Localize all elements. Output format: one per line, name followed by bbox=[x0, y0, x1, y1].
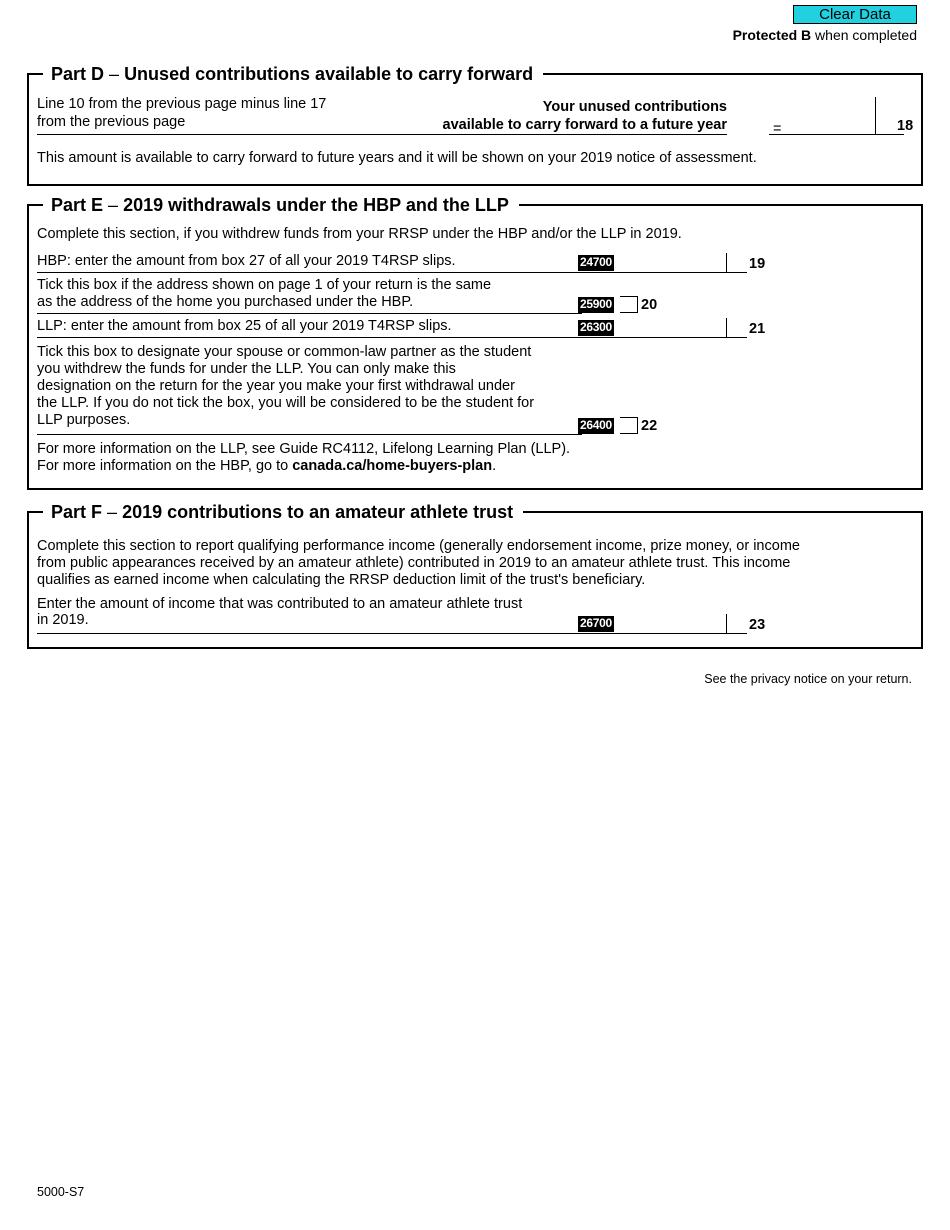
part-d-note: This amount is available to carry forward to future years and it will be shown on your 2019 notice of assessment. bbox=[37, 150, 757, 166]
hbp-underline bbox=[37, 272, 747, 273]
protected-b-label: Protected B when completed bbox=[732, 27, 917, 43]
line-18-field-divider bbox=[875, 97, 876, 135]
part-f-desc-2: from public appearances received by an amateur athlete) contributed in 2019 to an amateur athlete trust. This income bbox=[37, 555, 791, 571]
part-d-line10-text-2: from the previous page bbox=[37, 114, 186, 130]
tick-address-underline bbox=[37, 313, 582, 314]
line-21-number: 21 bbox=[749, 321, 766, 337]
part-f-section bbox=[27, 502, 923, 649]
part-f-enter-1: Enter the amount of income that was contributed to an amateur athlete trust bbox=[37, 596, 523, 612]
part-d-title: Part D – Unused contributions available to carry forward bbox=[43, 63, 543, 85]
line-19-input[interactable] bbox=[621, 254, 725, 271]
tick-address-text-1: Tick this box if the address shown on page 1 of your return is the same bbox=[37, 277, 492, 293]
part-d-label-1: Your unused contributions bbox=[542, 99, 727, 115]
spouse-underline bbox=[37, 434, 582, 435]
line-20-checkbox[interactable] bbox=[620, 296, 638, 313]
line-23-input[interactable] bbox=[621, 615, 725, 632]
line-23-field-divider bbox=[726, 614, 727, 633]
hbp-link[interactable]: canada.ca/home-buyers-plan bbox=[292, 458, 493, 474]
privacy-notice: See the privacy notice on your return. bbox=[704, 672, 912, 686]
code-24700: 24700 bbox=[580, 255, 612, 269]
code-26300: 26300 bbox=[580, 320, 612, 334]
part-f-desc-1: Complete this section to report qualifying performance income (generally endorsement income, prize money, or income bbox=[37, 538, 800, 554]
spouse-text-1: Tick this box to designate your spouse or common-law partner as the student bbox=[37, 344, 532, 360]
line-19-field-divider bbox=[726, 253, 727, 272]
line-22-checkbox[interactable] bbox=[620, 417, 638, 434]
code-26400: 26400 bbox=[580, 418, 612, 432]
code-26700: 26700 bbox=[580, 616, 612, 630]
spouse-text-5: LLP purposes. bbox=[37, 412, 131, 428]
tick-address-text-2: as the address of the home you purchased under the HBP. bbox=[37, 294, 414, 310]
hbp-label: HBP: enter the amount from box 27 of all your 2019 T4RSP slips. bbox=[37, 253, 456, 269]
line-18-number: 18 bbox=[897, 118, 914, 134]
part-f-desc-3: qualifies as earned income when calculating the RRSP deduction limit of the trust's beneficiary. bbox=[37, 572, 646, 588]
hbp-info-text: For more information on the HBP, go to canada.ca/home-buyers-plan. bbox=[37, 458, 497, 474]
code-25900: 25900 bbox=[580, 297, 612, 311]
part-d-section bbox=[27, 64, 923, 186]
part-d-line10-text-1: Line 10 from the previous page minus line 17 bbox=[37, 96, 327, 112]
line-18-input[interactable] bbox=[779, 115, 873, 134]
part-d-equals: = bbox=[773, 121, 782, 137]
spouse-text-3: designation on the return for the year you make your first withdrawal under bbox=[37, 378, 515, 394]
line-23-number: 23 bbox=[749, 617, 766, 633]
line-20-number: 20 bbox=[641, 297, 658, 313]
part-e-intro: Complete this section, if you withdrew funds from your RRSP under the HBP and/or the LLP in 2019. bbox=[37, 226, 682, 242]
line-21-field-divider bbox=[726, 318, 727, 337]
spouse-text-4: the LLP. If you do not tick the box, you will be considered to be the student for bbox=[37, 395, 535, 411]
part-f-title: Part F – 2019 contributions to an amateur athlete trust bbox=[43, 501, 523, 523]
llp-info-text: For more information on the LLP, see Guide RC4112, Lifelong Learning Plan (LLP). bbox=[37, 441, 571, 457]
line-19-number: 19 bbox=[749, 256, 766, 272]
line-22-number: 22 bbox=[641, 418, 658, 434]
part-f-underline bbox=[37, 633, 747, 634]
part-e-section bbox=[27, 195, 923, 490]
part-d-underline bbox=[37, 134, 727, 135]
line-21-input[interactable] bbox=[621, 319, 725, 336]
form-number: 5000-S7 bbox=[37, 1185, 85, 1199]
part-d-label-2: available to carry forward to a future year bbox=[442, 117, 727, 133]
llp-label: LLP: enter the amount from box 25 of all your 2019 T4RSP slips. bbox=[37, 318, 452, 334]
line-18-field-underline bbox=[769, 134, 904, 135]
llp-underline bbox=[37, 337, 747, 338]
spouse-text-2: you withdrew the funds for under the LLP. You can only make this bbox=[37, 361, 456, 377]
part-f-enter-2: in 2019. bbox=[37, 612, 89, 628]
part-e-title: Part E – 2019 withdrawals under the HBP and the LLP bbox=[43, 194, 519, 216]
clear-data-button[interactable]: Clear Data bbox=[793, 5, 917, 24]
